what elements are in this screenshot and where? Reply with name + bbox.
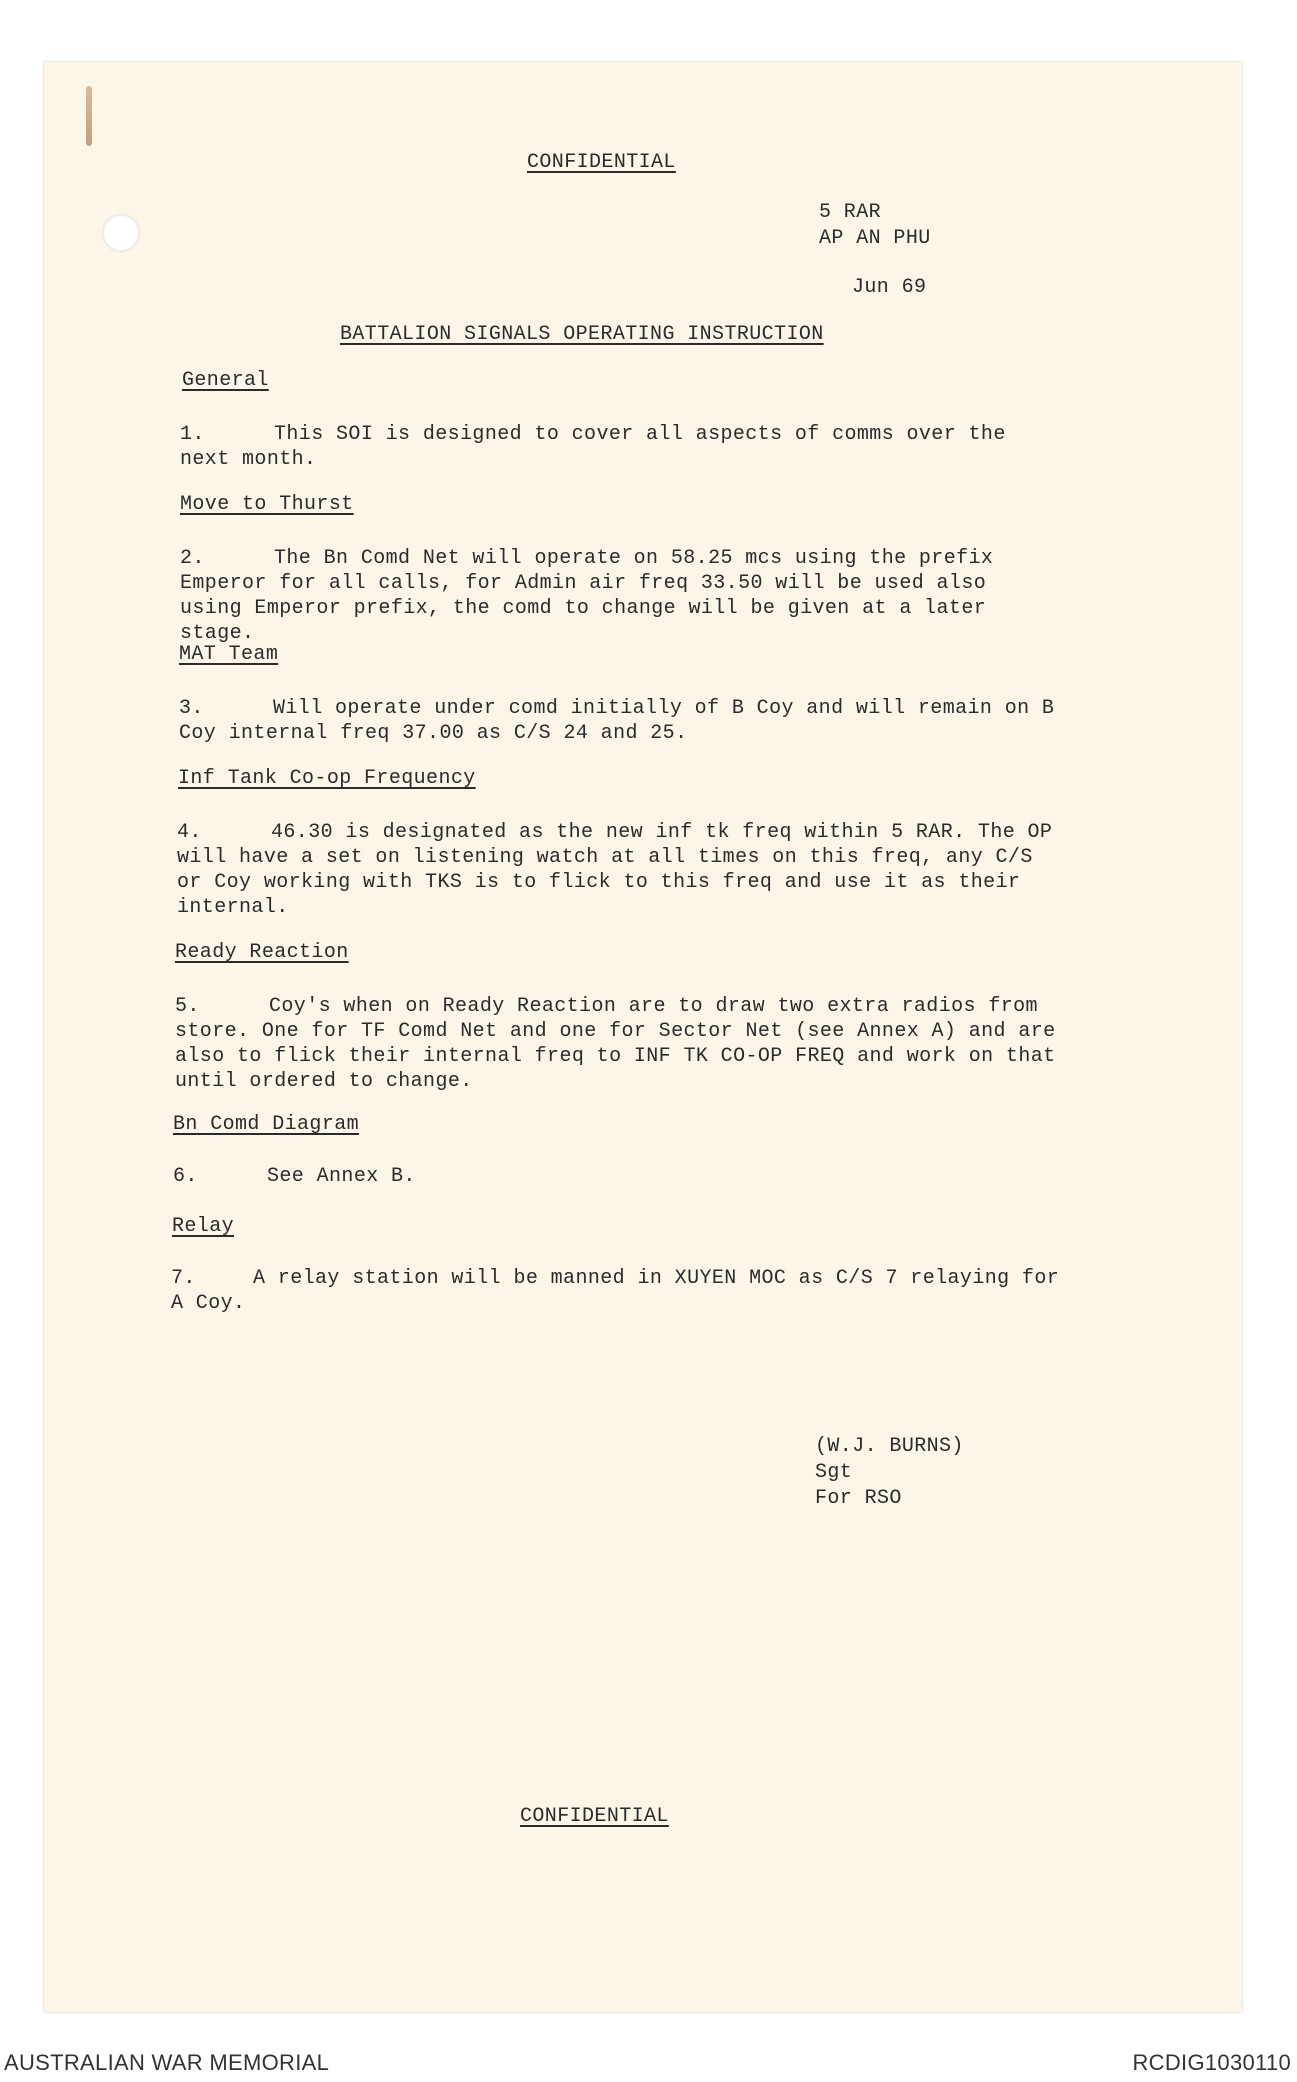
section-heading-mat-team: MAT Team xyxy=(179,643,279,666)
section-heading-relay: Relay xyxy=(172,1215,235,1238)
section-heading-ready-reaction: Ready Reaction xyxy=(175,941,349,964)
section-5-text: Coy's when on Ready Reaction are to draw two extra radios from store. One for TF Comd Net and one for Sector Net (see Annex A) and are also to flick their internal freq to INF TK CO-OP FREQ and work on that until ordered to change. xyxy=(175,995,1056,1093)
signature-name: (W.J. BURNS) xyxy=(815,1435,964,1458)
section-1-text: This SOI is designed to cover all aspects of comms over the next month. xyxy=(180,423,1006,471)
location: AP AN PHU xyxy=(819,227,931,250)
section-3-text: Will operate under comd initially of B Coy and will remain on B Coy internal freq 37.00 as C/S 24 and 25. xyxy=(179,697,1055,745)
section-1-number: 1. xyxy=(180,423,205,446)
section-3-paragraph xyxy=(179,696,1059,746)
unit-name: 5 RAR xyxy=(819,201,882,224)
section-3-number: 3. xyxy=(179,697,204,720)
section-2-text: The Bn Comd Net will operate on 58.25 mcs using the prefix Emperor for all calls, for Admin air freq 33.50 will be used also using Emperor prefix, the comd to change will be given at a later stage. xyxy=(180,547,994,645)
section-7-paragraph xyxy=(171,1266,1063,1316)
section-2-paragraph xyxy=(180,546,1060,646)
document-date: Jun 69 xyxy=(852,276,927,299)
section-4-text: 46.30 is designated as the new inf tk freq within 5 RAR. The OP will have a set on listening watch at all times on this freq, any C/S or Coy working with TKS is to flick to this freq and use it as their internal. xyxy=(177,821,1053,919)
footer-credit: AUSTRALIAN WAR MEMORIAL xyxy=(4,2050,330,2075)
section-4-number: 4. xyxy=(177,821,202,844)
section-7-number: 7. xyxy=(171,1267,196,1290)
section-6-text: See Annex B. xyxy=(267,1165,416,1188)
document-title: BATTALION SIGNALS OPERATING INSTRUCTION xyxy=(340,323,824,346)
footer-id: RCDIG1030110 xyxy=(1132,2050,1291,2075)
section-6-paragraph xyxy=(173,1164,1053,1189)
document-page xyxy=(44,62,1242,2012)
classification-bottom: CONFIDENTIAL xyxy=(520,1805,669,1828)
section-heading-bn-comd-diagram: Bn Comd Diagram xyxy=(173,1113,360,1136)
section-heading-inf-tank-coop: Inf Tank Co-op Frequency xyxy=(178,767,476,790)
section-6-number: 6. xyxy=(173,1165,198,1188)
signature-for: For RSO xyxy=(815,1487,902,1510)
section-heading-move-to-thurst: Move to Thurst xyxy=(180,493,354,516)
signature-rank: Sgt xyxy=(815,1461,853,1484)
section-4-paragraph xyxy=(177,820,1067,920)
section-2-number: 2. xyxy=(180,547,205,570)
section-heading-general: General xyxy=(182,369,269,392)
rust-stain xyxy=(86,86,92,146)
section-5-number: 5. xyxy=(175,995,200,1018)
punch-hole xyxy=(102,214,140,252)
section-7-text: A relay station will be manned in XUYEN MOC as C/S 7 relaying for A Coy. xyxy=(171,1267,1060,1315)
section-1-paragraph xyxy=(180,422,1060,472)
section-5-paragraph xyxy=(175,994,1067,1094)
classification-top: CONFIDENTIAL xyxy=(527,151,676,174)
